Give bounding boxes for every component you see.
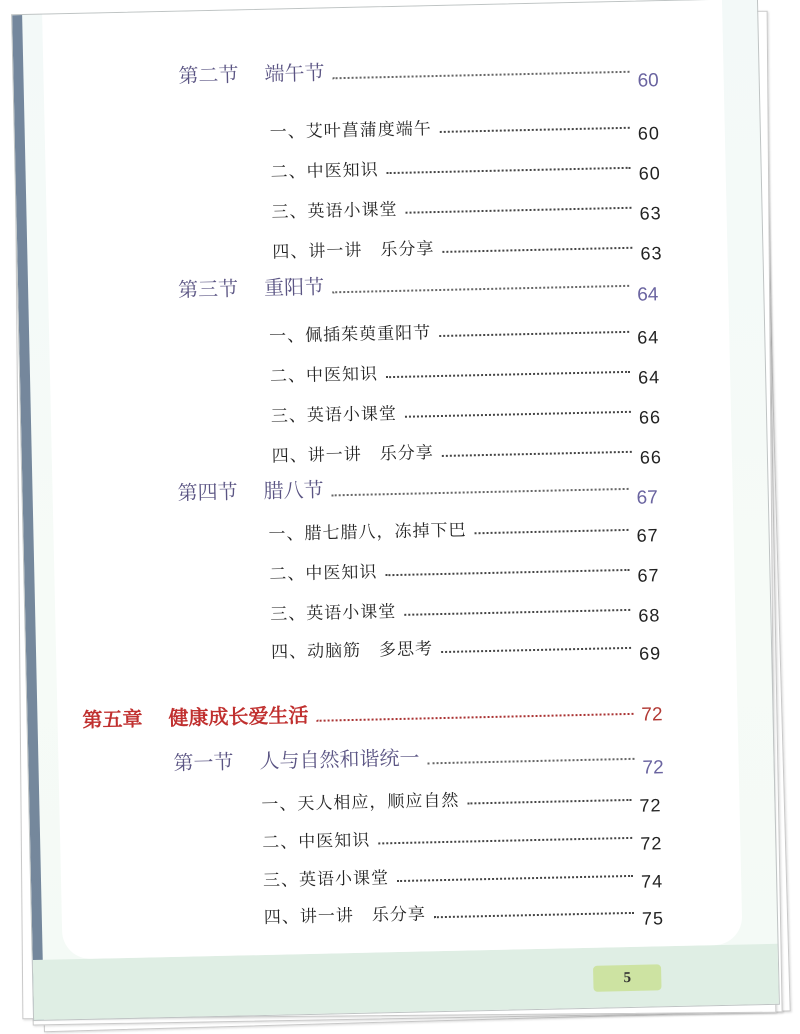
dot-leader: [406, 207, 632, 214]
dot-leader: [333, 71, 630, 79]
section-title: 人与自然和谐统一: [259, 745, 420, 774]
toc-item-row[interactable]: [271, 433, 661, 467]
page-ref: 64: [637, 367, 661, 388]
page-ref: 60: [637, 70, 659, 92]
toc-item-row[interactable]: [261, 781, 661, 815]
item-label: 四、动脑筋 多思考: [270, 639, 434, 663]
section-number: 第三节: [177, 276, 239, 302]
toc-section-row[interactable]: [177, 263, 659, 306]
dot-leader: [439, 331, 629, 337]
section-label: [178, 271, 325, 303]
toc-section-row[interactable]: [173, 736, 664, 779]
dot-leader: [428, 758, 635, 765]
dot-leader: [442, 451, 632, 457]
toc-item-row[interactable]: [270, 591, 660, 625]
toc-section-row[interactable]: [178, 49, 659, 92]
section-label: [173, 742, 420, 776]
toc-page: [11, 0, 780, 1021]
page-ref: 63: [640, 243, 663, 264]
page-number: 5: [593, 964, 662, 991]
toc-chapter-row[interactable]: [82, 691, 662, 733]
chapter-number: 第五章: [82, 706, 143, 732]
toc-item-row[interactable]: [269, 313, 659, 347]
toc-item-row[interactable]: [263, 857, 663, 891]
item-label: 二、中医知识: [262, 830, 371, 853]
dot-leader: [378, 837, 632, 845]
section-label: [177, 474, 324, 506]
item-label: 二、中医知识: [269, 364, 379, 387]
dot-leader: [386, 371, 630, 378]
dot-leader: [404, 609, 630, 616]
item-label: 二、中医知识: [269, 562, 378, 585]
toc-item-row[interactable]: [272, 229, 662, 263]
toc-item-row[interactable]: [271, 393, 661, 427]
toc-item-row[interactable]: [271, 629, 661, 663]
item-label: 一、腊七腊八，冻掉下巴: [268, 520, 467, 545]
page-ref: 72: [642, 757, 664, 779]
item-label: 四、讲一讲 乐分享: [272, 239, 435, 263]
dot-leader: [332, 285, 629, 293]
page-ref: 67: [637, 565, 660, 586]
page-ref: 72: [639, 795, 662, 816]
dot-leader: [434, 912, 634, 918]
item-label: 三、英语小课堂: [262, 868, 390, 891]
dot-leader: [332, 488, 629, 496]
toc-item-row[interactable]: [269, 109, 659, 143]
item-label: 四、讲一讲 乐分享: [271, 443, 434, 467]
page-ref: 64: [637, 327, 660, 348]
item-label: 一、天人相应，顺应自然: [261, 790, 460, 815]
dot-leader: [467, 799, 631, 805]
dot-leader: [385, 569, 629, 576]
page-ref: 64: [637, 284, 659, 306]
item-label: 三、英语小课堂: [270, 403, 398, 427]
page-ref: 67: [636, 525, 659, 546]
chapter-title: 健康成长爱生活: [168, 702, 309, 730]
section-number: 第二节: [178, 62, 239, 88]
page-ref: 63: [639, 203, 662, 224]
toc-item-row[interactable]: [270, 353, 660, 387]
toc-item-row[interactable]: [271, 189, 661, 223]
dot-leader: [442, 247, 632, 253]
dot-leader: [397, 875, 633, 882]
page-ref: 69: [638, 643, 662, 664]
item-label: 一、艾叶菖蒲度端午: [269, 119, 432, 143]
page-ref: 75: [641, 908, 665, 929]
item-label: 四、讲一讲 乐分享: [263, 904, 427, 928]
item-label: 三、英语小课堂: [270, 602, 397, 625]
toc-item-row[interactable]: [269, 551, 659, 585]
page-ref: 67: [636, 487, 659, 509]
page-ref: 60: [638, 163, 661, 184]
dot-leader: [475, 529, 629, 534]
page-ref: 68: [638, 605, 661, 626]
page-ref: 72: [640, 833, 663, 854]
page-ref: 72: [641, 704, 663, 726]
item-label: 二、中医知识: [270, 160, 379, 183]
section-number: 第一节: [173, 749, 234, 775]
dot-leader: [317, 713, 634, 722]
toc-item-row[interactable]: [270, 149, 660, 183]
section-title: 重阳节: [263, 274, 325, 300]
section-title: 端午节: [264, 60, 325, 86]
page-ref: 66: [638, 407, 662, 428]
toc-section-row[interactable]: [177, 466, 659, 509]
toc-item-row[interactable]: [268, 511, 658, 545]
section-label: [178, 56, 325, 88]
page-ref: 74: [640, 871, 664, 892]
item-label: 一、佩插茱萸重阳节: [268, 323, 432, 347]
chapter-label: [82, 699, 309, 733]
toc-item-row[interactable]: [262, 819, 662, 853]
page-ref: 60: [637, 123, 661, 144]
dot-leader: [387, 167, 631, 174]
dot-leader: [441, 647, 631, 653]
item-label: 三、英语小课堂: [271, 199, 398, 223]
table-of-contents: [12, 0, 779, 1020]
page-ref: 66: [639, 447, 663, 468]
section-number: 第四节: [177, 479, 238, 505]
section-title: 腊八节: [263, 477, 324, 503]
dot-leader: [440, 127, 630, 133]
dot-leader: [405, 411, 631, 418]
toc-item-row[interactable]: [264, 894, 664, 928]
